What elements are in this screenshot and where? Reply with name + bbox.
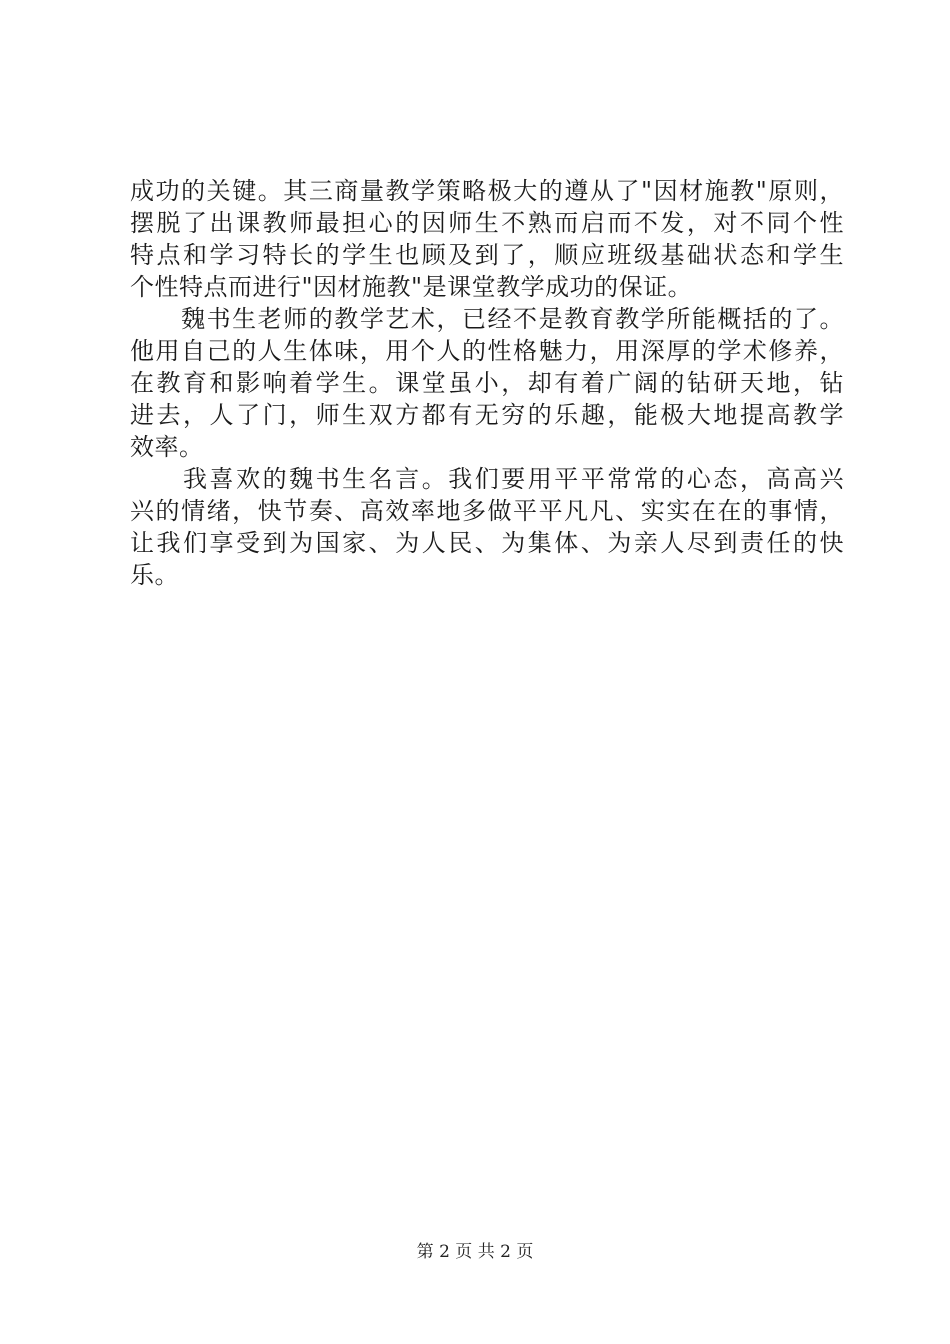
text-line: 个性特点而进行"因材施教"是课堂教学成功的保证。 [130,273,693,301]
text-line: 在教育和影响着学生。课堂虽小，却有着广阔的钻研天地，钻 [130,369,844,397]
text-line: 特点和学习特长的学生也顾及到了，顺应班级基础状态和学生 [130,241,844,269]
text-line: 他用自己的人生体味，用个人的性格魅力，用深厚的学术修养， [130,337,844,365]
text-line: 成功的关键。其三商量教学策略极大的遵从了"因材施教"原则， [130,177,844,205]
text-line: 魏书生老师的教学艺术，已经不是教育教学所能概括的了。 [130,305,844,333]
text-line: 摆脱了出课教师最担心的因师生不熟而启而不发，对不同个性 [130,209,844,237]
text-line: 我喜欢的魏书生名言。我们要用平平常常的心态，高高兴 [130,465,844,493]
text-line: 兴的情绪，快节奏、高效率地多做平平凡凡、实实在在的事情， [130,497,844,525]
body-text [130,175,844,591]
page-number-footer: 第 2 页 共 2 页 [416,1242,534,1262]
text-line: 乐。 [130,561,179,589]
text-line: 进去，人了门，师生双方都有无穷的乐趣，能极大地提高教学 [130,401,844,429]
text-line: 让我们享受到为国家、为人民、为集体、为亲人尽到责任的快 [130,529,844,557]
text-line: 效率。 [130,433,204,461]
